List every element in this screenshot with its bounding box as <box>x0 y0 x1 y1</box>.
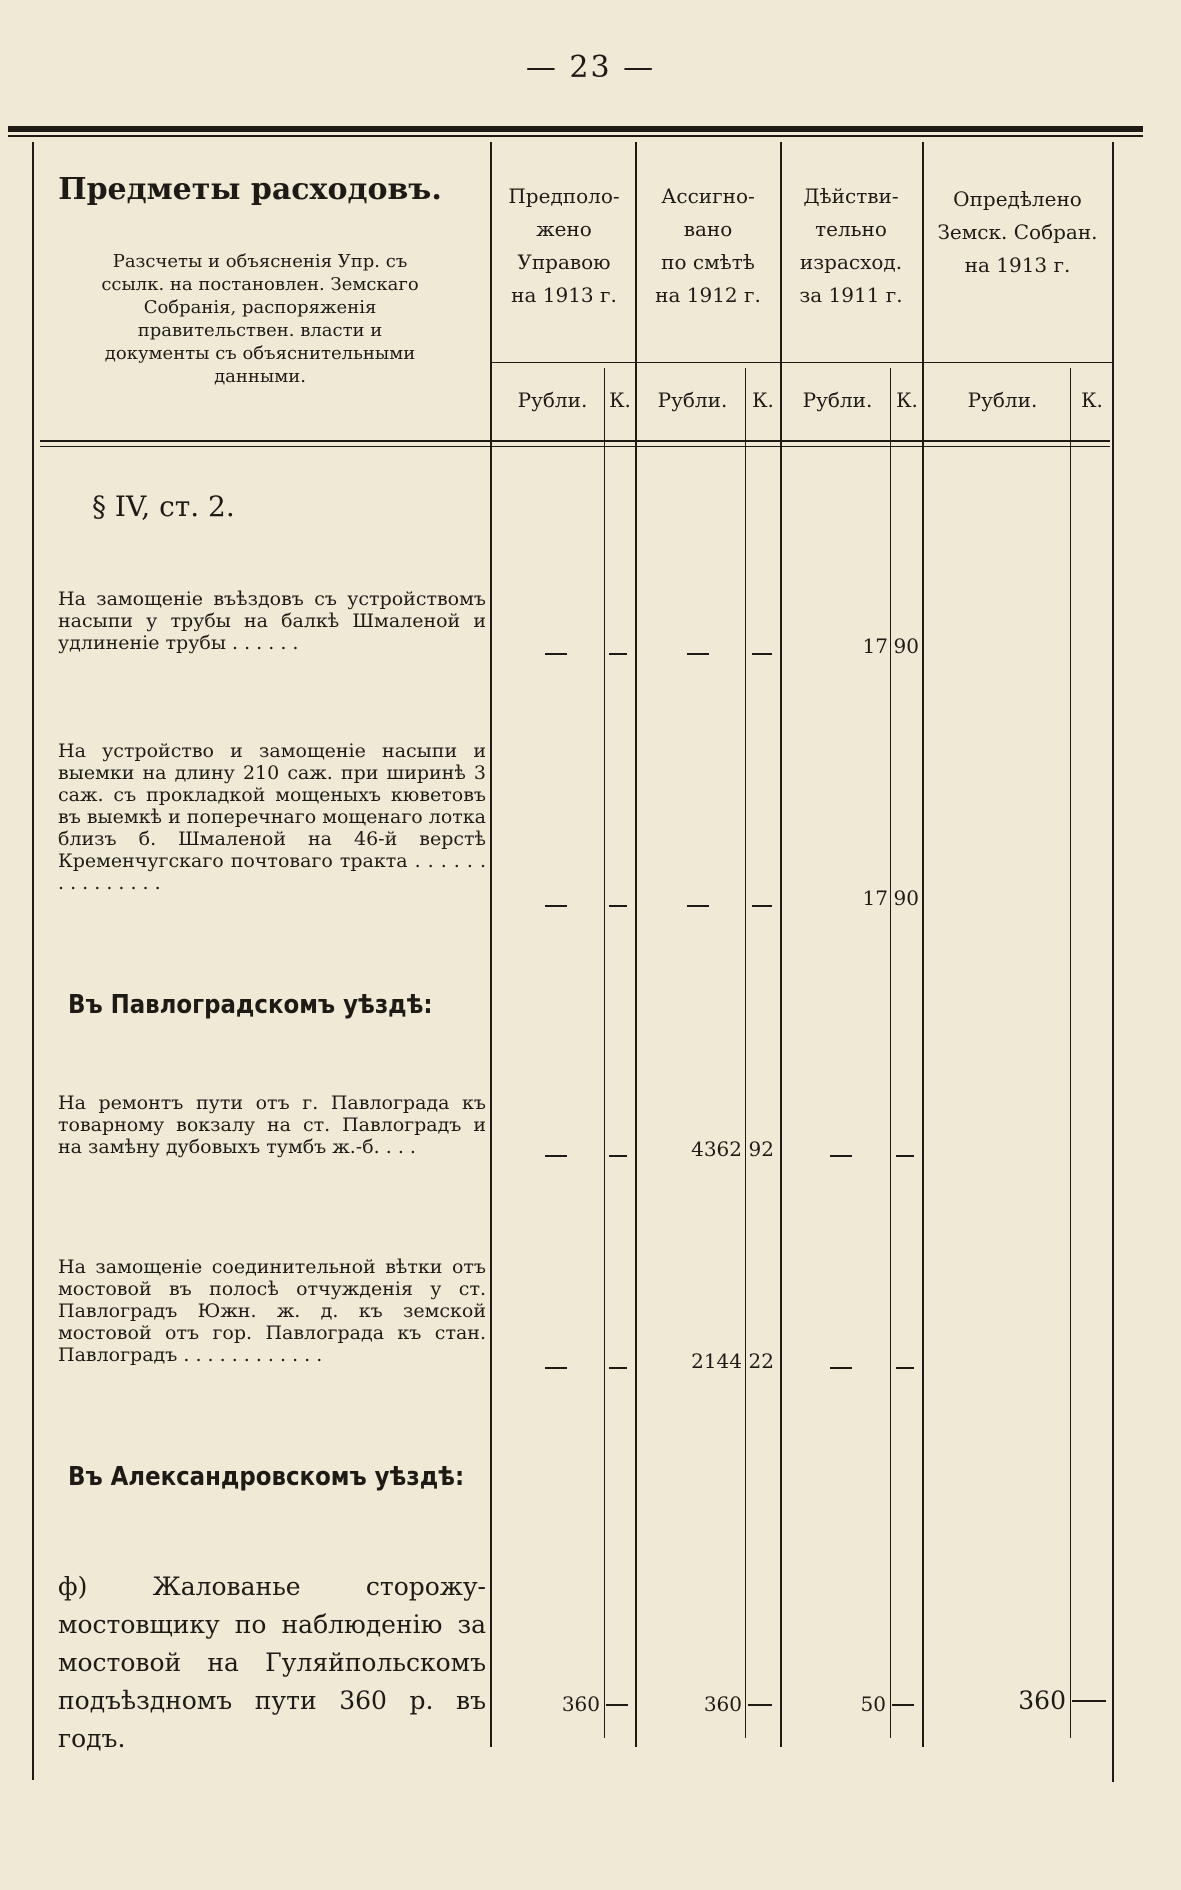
column-head-spent: Дѣйстви- тельно израсход. за 1911 г. <box>799 184 903 307</box>
column-head-proposed: Предполо- жено Управою на 1913 г. <box>508 184 620 307</box>
description-column-line <box>490 142 492 1747</box>
row-1-dash <box>545 653 567 655</box>
unit-row-line <box>492 362 1112 363</box>
header-bottom-line-thin <box>40 446 1110 447</box>
row-3-text: На ремонтъ пути отъ г. Павлограда къ товарному вокзалу на ст. Павлоградъ и на замѣну дубовыхъ тумбъ ж.-б. . . . <box>58 1092 486 1158</box>
column-divider-1 <box>635 142 637 1747</box>
row-2-dash <box>609 905 627 907</box>
row-4-assigned-kopeks: 22 <box>748 1349 774 1373</box>
kopek-line-3 <box>890 368 891 1738</box>
unit-kopeks-2: К. <box>752 388 774 412</box>
row-4-text: На замощеніе соединительной вѣтки отъ мостовой въ полосѣ отчужденія у ст. Павлоградъ Южн. ж. д. къ земской мостовой отъ гор. Павлограда къ стан. Павлоградъ . . . . . . . . . . . . <box>58 1256 486 1366</box>
frame-left-line <box>32 142 34 1780</box>
top-rule <box>8 126 1143 132</box>
row-2-dash <box>545 905 567 907</box>
row-3-dash <box>830 1155 852 1157</box>
row-3-assigned-rubles: 4362 <box>691 1137 742 1161</box>
row-2-dash <box>752 905 772 907</box>
row-2-dash <box>687 905 709 907</box>
unit-rubles-3: Рубли. <box>802 388 873 412</box>
row-1-dash <box>752 653 772 655</box>
row-2-spent-rubles: 17 <box>862 886 888 910</box>
column-divider-3 <box>922 142 924 1747</box>
row-3-assigned-kopeks: 92 <box>748 1137 774 1161</box>
row-5-dash <box>748 1704 772 1706</box>
row-3-dash <box>896 1155 914 1157</box>
unit-kopeks-1: К. <box>609 388 631 412</box>
row-5-spent-rubles: 50 <box>860 1692 886 1716</box>
row-4-dash <box>830 1367 852 1369</box>
row-4-dash <box>609 1367 627 1369</box>
row-1-dash <box>609 653 627 655</box>
unit-rubles-4: Рубли. <box>967 388 1038 412</box>
kopek-line-2 <box>745 368 746 1738</box>
row-3-dash <box>545 1155 567 1157</box>
unit-rubles-2: Рубли. <box>657 388 728 412</box>
page-number: — 23 — <box>525 50 656 85</box>
row-4-dash <box>896 1367 914 1369</box>
row-5-proposed-rubles: 360 <box>561 1692 600 1716</box>
row-5-dash <box>606 1704 628 1706</box>
column-divider-2 <box>780 142 782 1747</box>
section-heading: § IV, ст. 2. <box>92 490 235 523</box>
row-5-determined-rubles: 360 <box>1018 1686 1066 1715</box>
row-5-dash <box>1072 1700 1106 1702</box>
row-4-assigned-rubles: 2144 <box>691 1349 742 1373</box>
row-4-dash <box>545 1367 567 1369</box>
row-5-dash <box>892 1704 914 1706</box>
unit-rubles-1: Рубли. <box>517 388 588 412</box>
column-head-determined: Опредѣлено Земск. Собран. на 1913 г. <box>937 187 1098 277</box>
header-title: Предметы расходовъ. <box>58 172 442 207</box>
row-3-dash <box>609 1155 627 1157</box>
district-heading-pavlograd: Въ Павлоградскомъ уѣздѣ: <box>68 990 433 1020</box>
top-rule-thin <box>8 135 1143 137</box>
row-1-text: На замощеніе въѣздовъ съ устройствомъ насыпи у трубы на балкѣ Шмаленой и удлиненіе трубы . . . . . . <box>58 588 486 654</box>
row-1-spent-kopeks: 90 <box>893 634 919 658</box>
unit-kopeks-3: К. <box>896 388 918 412</box>
column-head-assigned: Ассигно- вано по смѣтѣ на 1912 г. <box>655 184 761 307</box>
header-subtitle: Разсчеты и объясненія Упр. съ ссылк. на постановлен. Земскаго Собранія, распоряженія правительствен. власти и документы съ объяснительными данными. <box>101 251 419 387</box>
row-5-assigned-rubles: 360 <box>703 1692 742 1716</box>
kopek-line-4 <box>1070 368 1071 1738</box>
row-2-spent-kopeks: 90 <box>893 886 919 910</box>
kopek-line-1 <box>604 368 605 1738</box>
row-5-text: ф) Жалованье сторожу-мостовщику по наблюденію за мостовой на Гуляйпольскомъ подъѣздномъ пути 360 р. въ годъ. <box>58 1572 486 1753</box>
row-2-text: На устройство и замощеніе насыпи и выемки на длину 210 саж. при ширинѣ 3 саж. съ прокладкой мощеныхъ кюветовъ въ выемкѣ и поперечнаго мощенаго лотка близъ б. Шмаленой на 46-й верстѣ Кременчугскаго почтоваго тракта . . . . . . . . . . . . . . . <box>58 740 486 894</box>
row-1-dash <box>687 653 709 655</box>
header-bottom-line <box>40 440 1110 442</box>
unit-kopeks-4: К. <box>1081 388 1103 412</box>
frame-right-line <box>1112 142 1114 1782</box>
district-heading-aleksandrovsk: Въ Александровскомъ уѣздѣ: <box>68 1462 465 1492</box>
row-1-spent-rubles: 17 <box>862 634 888 658</box>
